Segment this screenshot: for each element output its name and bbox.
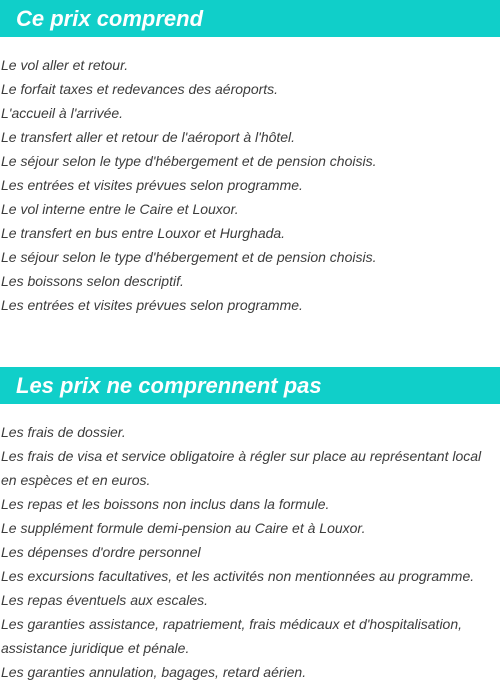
excluded-item: Les excursions facultatives, et les activités non mentionnées au programme. [1,568,475,584]
excluded-list [0,420,500,684]
included-list [0,53,500,317]
included-item: Le forfait taxes et redevances des aéroports. [1,81,279,97]
excluded-item: Les dépenses d'ordre personnel [1,544,201,560]
included-item: L'accueil à l'arrivée. [1,105,124,121]
included-section-title: Ce prix comprend [16,6,204,31]
included-item: Le séjour selon le type d'hébergement et de pension choisis. [1,153,377,169]
excluded-item: Les frais de dossier. [1,424,126,440]
excluded-item: Les garanties annulation, bagages, retard aérien. [1,664,307,680]
included-item: Les entrées et visites prévues selon programme. [1,297,303,313]
excluded-item: Les frais de visa et service obligatoire à régler sur place au représentant local en espèces et en euros. [1,448,482,488]
included-item: Le vol aller et retour. [1,57,129,73]
included-item: Le transfert aller et retour de l'aéroport à l'hôtel. [1,129,296,145]
included-item: Le vol interne entre le Caire et Louxor. [1,201,239,217]
excluded-section-header [0,367,500,404]
included-item: Les boissons selon descriptif. [1,273,184,289]
included-section-header [0,0,500,37]
included-item: Les entrées et visites prévues selon programme. [1,177,303,193]
excluded-item: Les garanties assistance, rapatriement, frais médicaux et d'hospitalisation, assistance juridique et pénale. [1,616,463,656]
excluded-item: Les repas et les boissons non inclus dans la formule. [1,496,330,512]
included-item: Le séjour selon le type d'hébergement et de pension choisis. [1,249,377,265]
excluded-item: Les repas éventuels aux escales. [1,592,209,608]
included-item: Le transfert en bus entre Louxor et Hurghada. [1,225,286,241]
excluded-section-title: Les prix ne comprennent pas [16,373,322,398]
excluded-item: Le supplément formule demi-pension au Caire et à Louxor. [1,520,366,536]
